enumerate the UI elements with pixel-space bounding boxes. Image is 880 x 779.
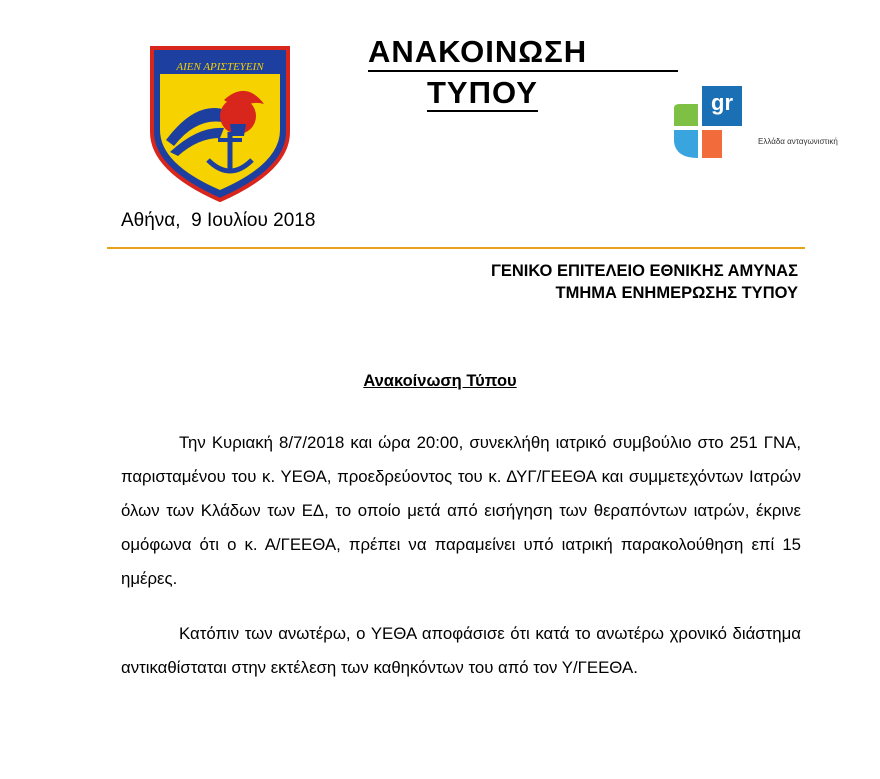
header-divider [107,247,805,249]
document-heading [0,372,880,391]
gr-logo-mark: gr [711,90,733,115]
organization-name: ΓΕΝΙΚΟ ΕΠΙΤΕΛΕΙΟ ΕΘΝΙΚΗΣ ΑΜΥΝΑΣ [490,262,798,280]
body-paragraph-1: Την Κυριακή 8/7/2018 και ώρα 20:00, συνεκλήθη ιατρικό συμβούλιο στο 251 ΓΝΑ, παρισταμένου του κ. ΥΕΘΑ, προεδρεύοντος του κ. ΔΥΓ/ΓΕΕΘΑ και συμμετεχόντων Ιατρών όλων των Κλάδων των ΕΔ, το οποίο μετά από εισήγηση των θεραπόντων ιατρών, έκρινε ομόφωνα ότι ο κ. Α/ΓΕΕΘΑ, πρέπει να παραμείνει υπό ιατρική παρακολούθηση επί 15 ημέρες. [121,433,801,588]
release-date: Αθήνα, 9 Ιουλίου 2018 [121,210,316,231]
armed-forces-emblem-icon [146,40,294,206]
press-release-title-line1: ΑΝΑΚΟΙΝΩΣΗ [368,34,678,72]
organization-department: ΤΜΗΜΑ ΕΝΗΜΕΡΩΣΗΣ ΤΥΠΟΥ [555,284,798,302]
body-paragraph-2: Κατόπιν των ανωτέρω, ο ΥΕΘΑ αποφάσισε ότι κατά το ανωτέρω χρονικό διάστημα αντικαθίσταται στην εκτέλεση των καθηκόντων του από τον Υ/ΓΕΕΘΑ. [121,624,801,677]
emblem-motto: ΑΙΕΝ ΑΡΙΣΤΕΥΕΙΝ [176,61,264,73]
greece-competitive-logo-icon [672,86,838,168]
gr-logo-side-text: Ελλάδα ανταγωνιστική [758,137,838,146]
press-release-title-line2: ΤΥΠΟΥ [427,75,538,110]
document-heading-text: Ανακοίνωση Τύπου [363,372,517,390]
